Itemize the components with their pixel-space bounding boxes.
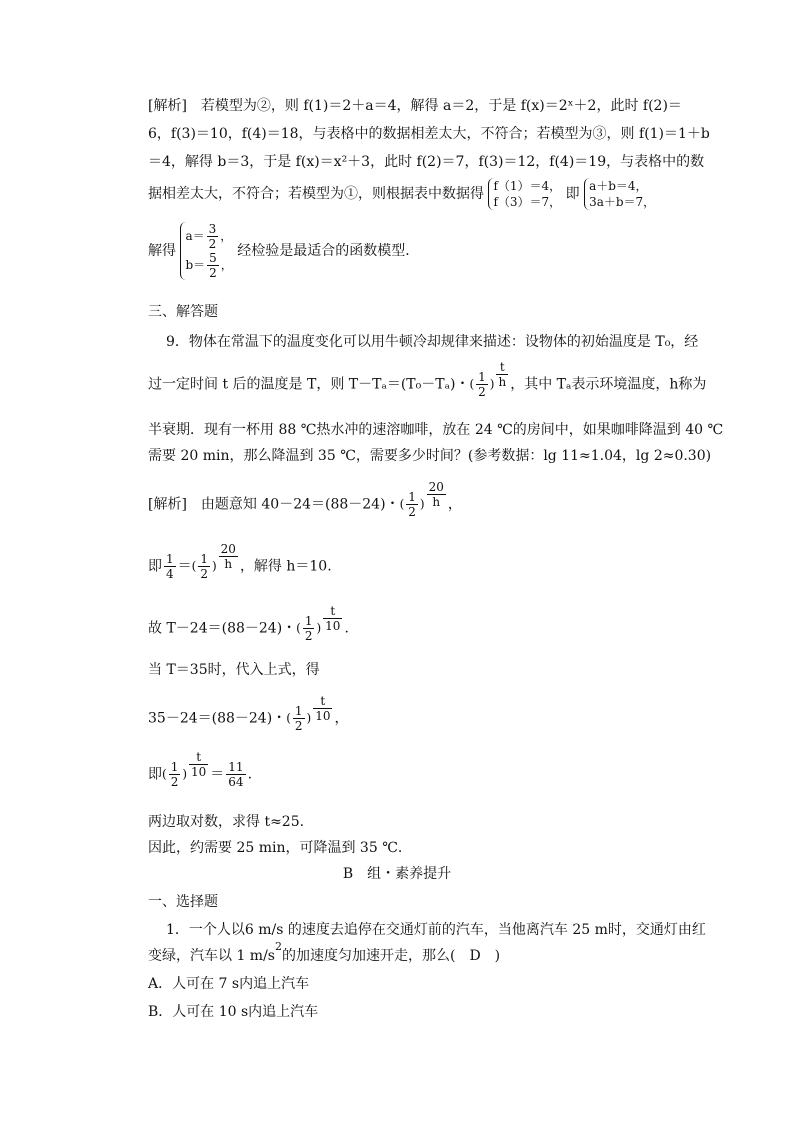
denominator: 10 xyxy=(191,765,207,779)
problem-line: 半衰期．现有一杯用 88 ℃热水冲的速溶咖啡，放在 24 ℃的房间中，如果咖啡降温到 40 ℃ xyxy=(148,422,724,438)
numerator: 5 xyxy=(209,251,217,265)
analysis-line-system xyxy=(148,178,655,210)
var-b: b＝ xyxy=(185,258,206,272)
denominator: h xyxy=(224,557,233,571)
text: 据相差太大，不符合；若模型为①，则根据表中数据得 xyxy=(148,186,484,202)
solution-row xyxy=(185,251,232,280)
exponent-fraction xyxy=(427,480,446,509)
denominator: 64 xyxy=(228,775,244,789)
question-line xyxy=(148,940,501,967)
text: ， xyxy=(447,496,462,513)
text: ，解得 h＝10. xyxy=(239,558,332,575)
text: . xyxy=(344,620,349,637)
text: ＝ xyxy=(210,766,225,783)
denominator: h xyxy=(432,495,441,509)
comma: ， xyxy=(220,229,233,243)
exponent-fraction xyxy=(496,360,508,389)
numerator: 1 xyxy=(294,704,303,718)
exponent-fraction xyxy=(189,750,208,779)
exponent-fraction xyxy=(219,542,238,571)
solution-system xyxy=(180,222,232,280)
numerator: 20 xyxy=(220,542,236,556)
denominator: h xyxy=(498,375,507,389)
numerator: 20 xyxy=(428,480,444,494)
problem-line-formula xyxy=(148,360,707,399)
exponent-fraction xyxy=(313,694,332,723)
text: 即 xyxy=(565,186,580,202)
solution-row xyxy=(185,222,232,251)
solution-line: 两边取对数，求得 t≈25. xyxy=(148,814,305,830)
analysis-solution xyxy=(148,222,419,280)
fraction-half xyxy=(406,490,418,519)
var-a: a＝ xyxy=(185,229,205,243)
paren-half: ( $\frac{1}{2}$ ) xyxy=(399,490,425,519)
comma: ， xyxy=(220,258,233,272)
numerator: 1 xyxy=(408,490,416,504)
denominator: 2 xyxy=(304,629,313,643)
text: 35－24＝(88－24)・ xyxy=(148,710,287,727)
fraction-half xyxy=(476,370,488,399)
numerator: 1 xyxy=(166,552,174,566)
section-heading: 一、选择题 xyxy=(148,894,218,910)
numerator: t xyxy=(189,750,208,765)
text: 解得 xyxy=(148,243,176,259)
solution-line: 因此，约需要 25 min，可降温到 35 ℃. xyxy=(148,840,403,856)
denominator: 2 xyxy=(478,385,486,399)
section-heading: 三、解答题 xyxy=(148,304,218,320)
fraction-half xyxy=(169,760,181,789)
fraction-quarter xyxy=(164,552,176,581)
exponent-fraction xyxy=(323,604,342,633)
text: ， xyxy=(334,710,349,727)
paren-half: ( $\frac{1}{2}$ ) xyxy=(191,552,217,581)
problem-line: 9．物体在常温下的温度变化可以用牛顿冷却规律来描述：设物体的初始温度是 T₀，经 xyxy=(166,334,699,350)
denominator: 10 xyxy=(315,709,331,723)
denominator: 10 xyxy=(325,619,341,633)
paren-half: ( $\frac{1}{2}$ ) xyxy=(469,370,495,399)
analysis-line: [解析] 若模型为②，则 f(1)＝2＋a＝4，解得 a＝2，于是 f(x)＝2ˣ＋2，此时 f(2)＝ xyxy=(148,98,682,114)
solution-line xyxy=(148,694,349,733)
paren-half: ( $\frac{1}{2}$ ) xyxy=(296,614,322,643)
fraction-result xyxy=(226,760,245,789)
option-b: B．人可在 10 s内追上汽车 xyxy=(148,1004,319,1020)
fraction-half xyxy=(198,552,210,581)
solution-line: 当 T＝35时，代入上式，得 xyxy=(148,662,320,678)
denominator: 4 xyxy=(166,567,174,581)
superscript: 2 xyxy=(274,940,282,953)
system-row: f（3）＝7， xyxy=(493,195,562,209)
fraction xyxy=(207,222,219,251)
numerator: 3 xyxy=(208,222,217,236)
denominator: 2 xyxy=(209,266,217,280)
solution-line xyxy=(148,480,462,519)
numerator: 1 xyxy=(200,552,208,566)
denominator: 2 xyxy=(200,567,208,581)
numerator: 1 xyxy=(170,760,179,774)
numerator: t xyxy=(496,360,508,375)
analysis-line: 6，f(3)＝10，f(4)＝18，与表格中的数据相差太大，不符合；若模型为③，则 f(1)＝1＋b xyxy=(148,126,710,142)
problem-line: 需要 20 min，那么降温到 35 ℃，需要多少时间？(参考数据：lg 11≈1.04，lg 2≈0.30) xyxy=(148,448,712,464)
numerator: 1 xyxy=(304,614,313,628)
paren-half: ( $\frac{1}{2}$ ) xyxy=(286,704,312,733)
solution-line xyxy=(148,542,332,581)
text: 故 T－24＝(88－24)・ xyxy=(148,620,297,637)
text: 过一定时间 t 后的温度是 T，则 T－Tₐ＝(T₀－Tₐ)・ xyxy=(148,376,470,393)
text: [解析] 由题意知 40－24＝(88－24)・ xyxy=(148,496,400,513)
system-row: 3a＋b＝7， xyxy=(589,195,656,209)
fraction-half xyxy=(293,704,305,733)
fraction xyxy=(207,251,219,280)
equation-system xyxy=(488,178,561,210)
solution-line xyxy=(148,750,253,789)
denominator: 2 xyxy=(408,505,416,519)
option-a: A．人可在 7 s内追上汽车 xyxy=(148,976,310,992)
denominator: 2 xyxy=(294,719,303,733)
text: 即 xyxy=(148,766,162,783)
numerator: 1 xyxy=(478,370,486,384)
fraction-half xyxy=(303,614,315,643)
text: 即 xyxy=(148,558,162,575)
numerator: 11 xyxy=(228,760,244,774)
analysis-line: ＝4，解得 b＝3，于是 f(x)＝x²＋3，此时 f(2)＝7，f(3)＝12，f(4)＝19，与表格中的数 xyxy=(148,154,705,170)
system-row: f（1）＝4， xyxy=(493,179,562,193)
denominator: 2 xyxy=(170,775,179,789)
text: 经检验是最适合的函数模型． xyxy=(237,243,420,259)
system-row: a＋b＝4， xyxy=(589,179,648,193)
question-line: 1．一个人以6 m/s 的速度去追停在交通灯前的汽车，当他离汽车 25 m时，交通灯由红 xyxy=(166,922,706,938)
solution-line xyxy=(148,604,349,643)
text: ，其中 Tₐ表示环境温度，h称为 xyxy=(510,376,707,393)
denominator: 2 xyxy=(208,237,217,251)
text: ＝ xyxy=(177,558,192,575)
paren-half: ( $\frac{1}{2}$ ) xyxy=(162,760,188,789)
text: 变绿，汽车以 1 m/s xyxy=(148,948,275,964)
text: 的加速度匀加速开走，那么( D ) xyxy=(281,948,501,964)
numerator: t xyxy=(313,694,332,709)
equation-system xyxy=(584,178,655,210)
numerator: t xyxy=(323,604,342,619)
group-heading: B 组・素养提升 xyxy=(342,866,452,882)
text: . xyxy=(247,766,253,783)
